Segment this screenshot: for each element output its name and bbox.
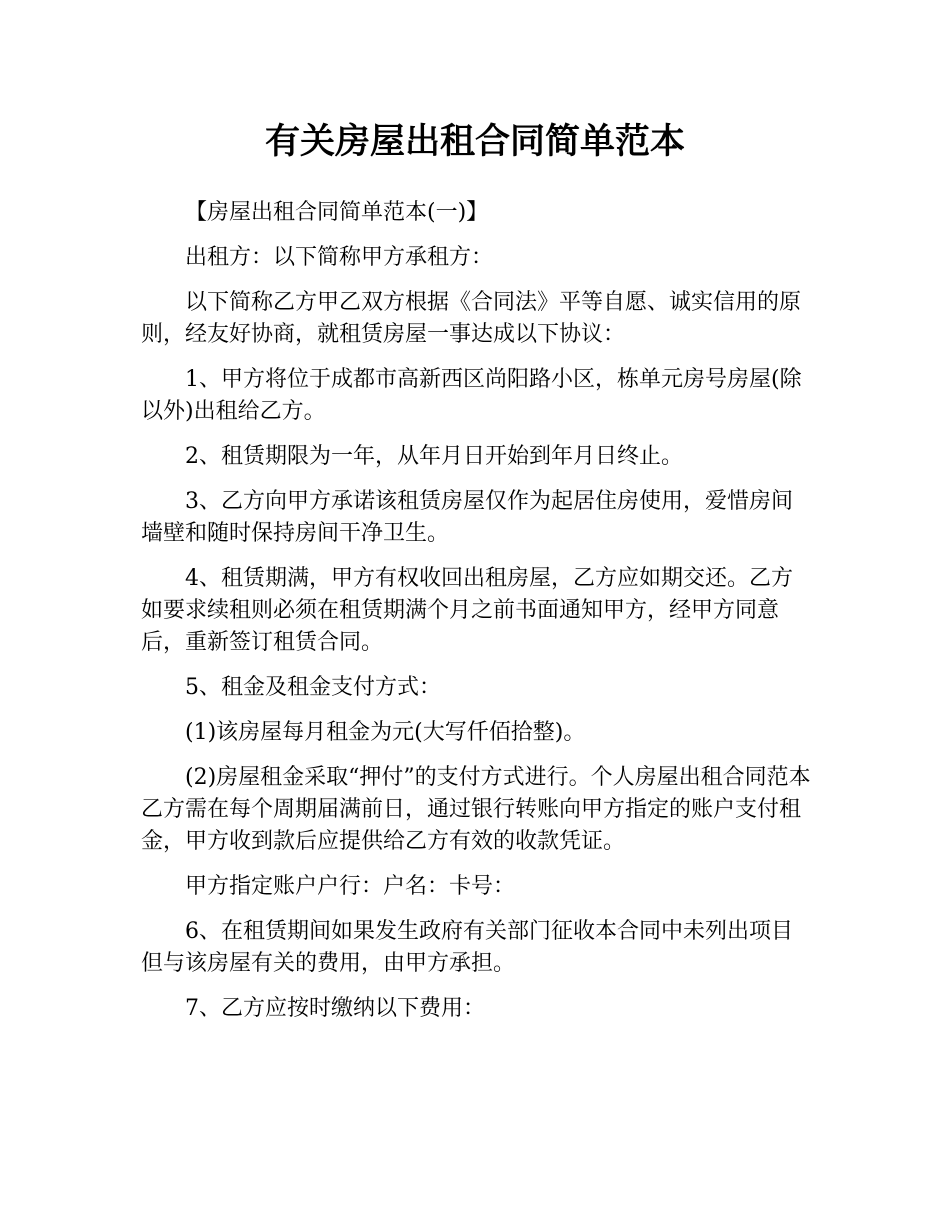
section-heading: 【房屋出租合同简单范本(一)】 [185,200,489,225]
clause-5-item-2: (2)房屋租金采取“押付”的支付方式进行。个人房屋出租合同范本乙方需在每个周期届满前日，通过银行转账向甲方指定的账户支付租金，甲方收到款后应提供给乙方有效的收款凭证。 [141,765,811,854]
document-title: 有关房屋出租合同简单范本 [264,122,685,162]
account-info: 甲方指定账户户行：户名：卡号： [185,874,516,899]
document-body [141,197,813,1038]
paragraph-preamble: 以下简称乙方甲乙双方根据《合同法》平等自愿、诚实信用的原则，经友好协商，就租赁房屋一事达成以下协议： [141,290,802,347]
clause-2: 2、租赁期限为一年，从年月日开始到年月日终止。 [185,444,683,469]
paragraph-parties: 出租方：以下简称甲方承租方： [185,245,494,270]
clause-4: 4、租赁期满，甲方有权收回出租房屋，乙方应如期交还。乙方如要求续租则必须在租赁期满个月之前书面通知甲方，经甲方同意后，重新签订租赁合同。 [141,566,793,655]
clause-1: 1、甲方将位于成都市高新西区尚阳路小区，栋单元房号房屋(除以外)出租给乙方。 [141,367,802,424]
clause-5: 5、租金及租金支付方式： [185,675,441,700]
clause-6: 6、在租赁期间如果发生政府有关部门征收本合同中未列出项目但与该房屋有关的费用，由甲方承担。 [141,919,793,976]
clause-3: 3、乙方向甲方承诺该租赁房屋仅作为起居住房使用，爱惜房间墙壁和随时保持房间干净卫生。 [141,489,793,546]
clause-5-item-1: (1)该房屋每月租金为元(大写仟佰拾整)。 [185,720,586,745]
clause-7: 7、乙方应按时缴纳以下费用： [185,996,485,1021]
